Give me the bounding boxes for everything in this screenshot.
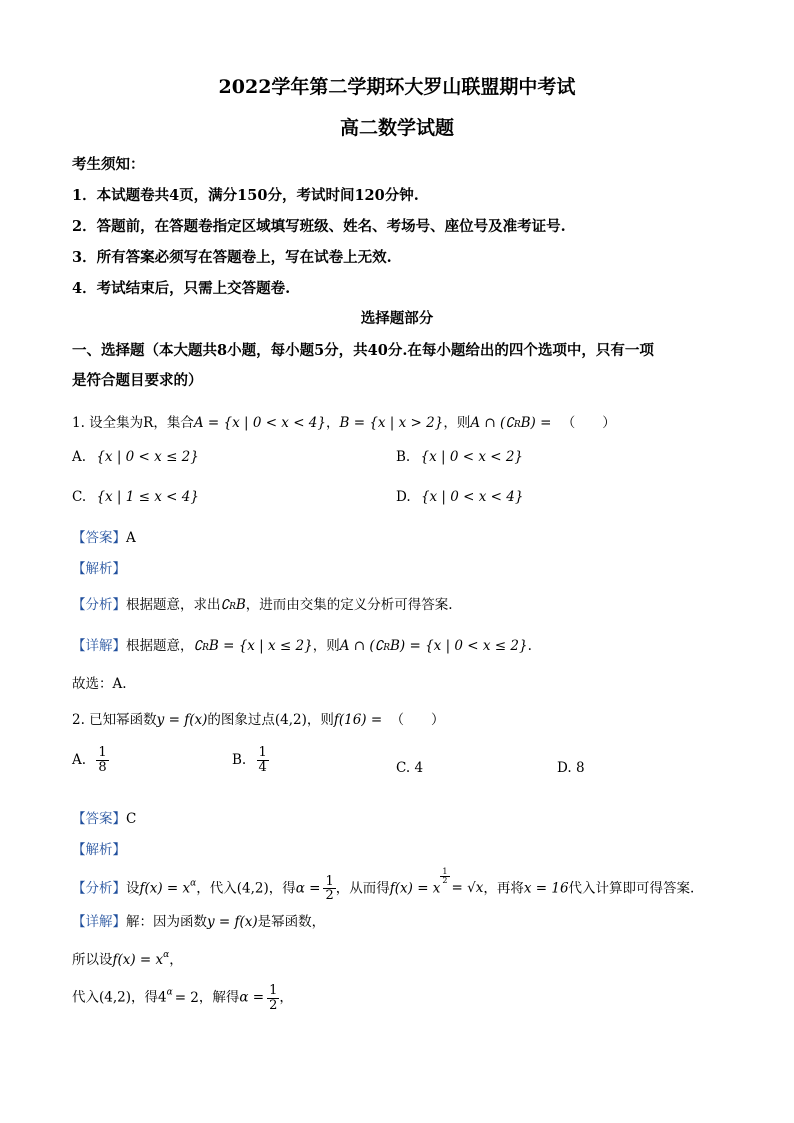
q1-expr: A ∩ (∁ xyxy=(470,415,514,431)
q2-fenxi-d: ，从而得 xyxy=(335,880,390,897)
q2-line3-m: 4 xyxy=(158,989,167,1006)
q2-fenxi-alpha: α xyxy=(190,878,197,889)
q2-line3-half xyxy=(267,984,279,1012)
q2-fenxi-tag: 【分析】 xyxy=(72,880,126,897)
notice-heading: 考生须知： xyxy=(72,156,145,173)
q2-xiangjie-func: y = f(x) xyxy=(207,914,258,930)
q2-line3-half-num: 1 xyxy=(269,983,278,998)
section-intro-line2: 是符合题目要求的） xyxy=(72,372,203,389)
q1-analysis-tag: 【解析】 xyxy=(72,561,126,577)
q2-line2-a: 所以设 xyxy=(72,952,113,968)
notice-item-3: 3．所有答案必须写在答题卷上，写在试卷上无效. xyxy=(72,249,392,266)
q2-fenxi-exp-den: 2 xyxy=(442,876,448,886)
notice-item-4: 4．考试结束后，只需上交答题卷. xyxy=(72,280,291,297)
q2-xiangjie-a: 解：因为函数 xyxy=(126,914,207,930)
q2-stem xyxy=(72,708,444,728)
q2-paren: （ ） xyxy=(390,712,445,728)
section-name: 选择题部分 xyxy=(360,310,434,327)
q2-fenxi-exp xyxy=(440,868,449,886)
q2-func: y = f(x) xyxy=(156,712,208,728)
notice-item-2: 2．答题前，在答题卷指定区域填写班级、姓名、考场号、座位号及准考证号. xyxy=(72,218,566,235)
q1-xiangjie-m1b: B = {x | x ≤ 2} xyxy=(208,638,313,654)
q1-fenxi-math: ∁ xyxy=(220,597,230,613)
q1-xiangjie-end: . xyxy=(527,638,532,654)
q2-fenxi-pt: (4,2) xyxy=(236,880,269,897)
q1-universe: R xyxy=(143,415,154,431)
q1-xiangjie-m2b: B) = {x | 0 < x ≤ 2} xyxy=(390,638,528,654)
q2-fenxi-x16: x = 16 xyxy=(523,880,569,897)
q2-line3-sup: α xyxy=(166,987,173,998)
q1-option-c xyxy=(72,489,199,505)
q2-analysis-tag: 【解析】 xyxy=(72,842,126,858)
q1-option-b-label: B. xyxy=(396,449,411,465)
q1-stem-c: ，则 xyxy=(443,415,471,431)
q2-option-c-label: C. xyxy=(396,760,411,776)
q1-option-d-text: {x | 0 < x < 4} xyxy=(420,489,524,505)
q1-option-d-label: D. xyxy=(396,489,411,505)
q2-option-d-text: 8 xyxy=(575,760,585,776)
q2-fenxi-half-num: 1 xyxy=(325,873,334,889)
q2-fenxi-a: 设 xyxy=(126,880,140,897)
q1-fenxi-tag: 【分析】 xyxy=(72,597,126,613)
q1-xiangjie-m2: A ∩ (∁ xyxy=(339,638,384,654)
q1-fenxi-sub: R xyxy=(229,602,236,612)
q1-fenxi-b: B xyxy=(235,597,246,613)
q2-option-b xyxy=(232,746,269,774)
q2-xiangjie-tag: 【详解】 xyxy=(72,914,126,930)
q2-fenxi-f2: f(x) = x xyxy=(389,880,441,897)
q1-answer-tag: 【答案】 xyxy=(72,530,126,546)
section-intro-line1: 一、选择题（本大题共8小题，每小题5分，共40分.在每小题给出的四个选项中，只有一项 xyxy=(72,342,654,359)
q2-option-a-label: A. xyxy=(72,752,87,769)
q2-option-b-label: B. xyxy=(232,752,247,769)
q1-xiangjie-b: ，则 xyxy=(312,638,340,654)
q1-xiangjie-tag: 【详解】 xyxy=(72,638,126,654)
q2-xiangjie xyxy=(72,910,325,930)
q1-xiangjie-m1: ∁ xyxy=(193,638,203,654)
q1-expr-end: B) = xyxy=(520,415,552,431)
q2-option-d xyxy=(557,760,585,776)
q2-line3-a: 代入 xyxy=(72,989,99,1006)
q2-xiangjie-b: 是幂函数， xyxy=(257,914,326,930)
q1-xiangjie-a: 根据题意， xyxy=(126,638,194,654)
q1-fenxi xyxy=(72,593,453,613)
q1-option-c-text: {x | 1 ≤ x < 4} xyxy=(96,489,199,505)
q2-stem-c: ，则 xyxy=(306,712,334,728)
q2-line3-pt: (4,2) xyxy=(99,989,132,1006)
q1-set-a: A = {x | 0 < x < 4} xyxy=(193,415,326,431)
q2-line2 xyxy=(72,948,183,968)
q2-line3 xyxy=(72,984,293,1012)
q1-option-c-label: C. xyxy=(72,489,87,505)
q2-fenxi-exp-num: 1 xyxy=(442,867,448,876)
q1-stem-b: ，集合 xyxy=(153,415,194,431)
q2-option-c xyxy=(396,760,423,776)
q2-fenxi-c: ，得 xyxy=(268,880,296,897)
q2-fenxi-half xyxy=(323,875,335,903)
q2-fenxi-sqrt: = √x xyxy=(451,880,484,897)
q1-option-a-text: {x | 0 < x ≤ 2} xyxy=(96,449,199,465)
q2-line2-m: f(x) = x xyxy=(112,952,164,968)
q1-option-a-label: A. xyxy=(72,449,87,465)
q2-option-b-den: 4 xyxy=(258,759,267,775)
q2-fenxi-b: ，代入 xyxy=(196,880,237,897)
q1-option-a xyxy=(72,449,199,465)
page-subtitle: 高二数学试题 xyxy=(339,117,454,139)
q2-option-a-fraction xyxy=(96,746,108,774)
q2-fenxi-f-end: 代入计算即可得答案. xyxy=(568,880,695,897)
q1-expr-sub: R xyxy=(513,420,521,430)
q1-stem xyxy=(72,411,616,431)
q2-line3-half-den: 2 xyxy=(269,997,278,1013)
q2-fenxi-half-den: 2 xyxy=(325,888,334,904)
q1-answer-value: A xyxy=(126,530,136,546)
q1-paren: （ ） xyxy=(561,415,616,431)
q2-f16: f(16) = xyxy=(333,712,383,728)
q1-xiangjie-sub1: R xyxy=(202,643,209,653)
q2-answer-value: C xyxy=(126,811,137,827)
q1-option-b xyxy=(396,449,523,465)
q1-xiangjie xyxy=(72,634,532,654)
q2-option-d-label: D. xyxy=(557,760,572,776)
q2-fenxi-e: ，再将 xyxy=(483,880,524,897)
q2-point: (4,2) xyxy=(274,712,307,728)
q1-sep: ， xyxy=(326,415,340,431)
q2-line2-sup: α xyxy=(163,950,170,960)
q2-answer-tag: 【答案】 xyxy=(72,811,126,827)
q2-option-b-num: 1 xyxy=(258,745,267,760)
q2-stem-a: 2. 已知幂函数 xyxy=(72,712,157,728)
q1-option-d xyxy=(396,489,523,505)
q1-xiangjie-sub2: R xyxy=(383,643,390,653)
q2-line2-b: ， xyxy=(169,952,183,968)
q2-option-c-text: 4 xyxy=(414,760,424,776)
q1-fenxi-a: 根据题意，求出 xyxy=(126,597,221,613)
q2-fenxi-f: f(x) = x xyxy=(139,880,191,897)
q1-stem-a: 1. 设全集为 xyxy=(72,415,144,431)
q1-set-b: B = {x | x > 2} xyxy=(339,415,444,431)
q1-choose: 故选：A. xyxy=(72,676,127,692)
q2-fenxi-alpha-eq: α = xyxy=(295,880,321,897)
q2-line3-m2: = 2 xyxy=(174,989,199,1006)
notice-item-1: 1．本试题卷共4页，满分150分，考试时间120分钟. xyxy=(72,187,419,204)
q2-option-a xyxy=(72,746,109,774)
q1-answer xyxy=(72,526,136,546)
q2-line3-end: ， xyxy=(279,989,293,1006)
q2-line3-c: ，解得 xyxy=(198,989,240,1006)
q1-fenxi-c: ，进而由交集的定义分析可得答案. xyxy=(245,597,453,613)
q1-option-b-text: {x | 0 < x < 2} xyxy=(420,449,524,465)
q2-answer xyxy=(72,807,136,827)
q2-line3-b: ，得 xyxy=(131,989,159,1006)
q2-option-a-num: 1 xyxy=(98,745,107,760)
q2-line3-alpha: α = xyxy=(239,989,265,1006)
q2-option-b-fraction xyxy=(257,746,269,774)
q2-fenxi xyxy=(72,868,694,903)
q2-stem-b: 的图象过点 xyxy=(207,712,275,728)
q2-option-a-den: 8 xyxy=(98,759,107,775)
page-title: 2022学年第二学期环大罗山联盟期中考试 xyxy=(218,76,576,98)
